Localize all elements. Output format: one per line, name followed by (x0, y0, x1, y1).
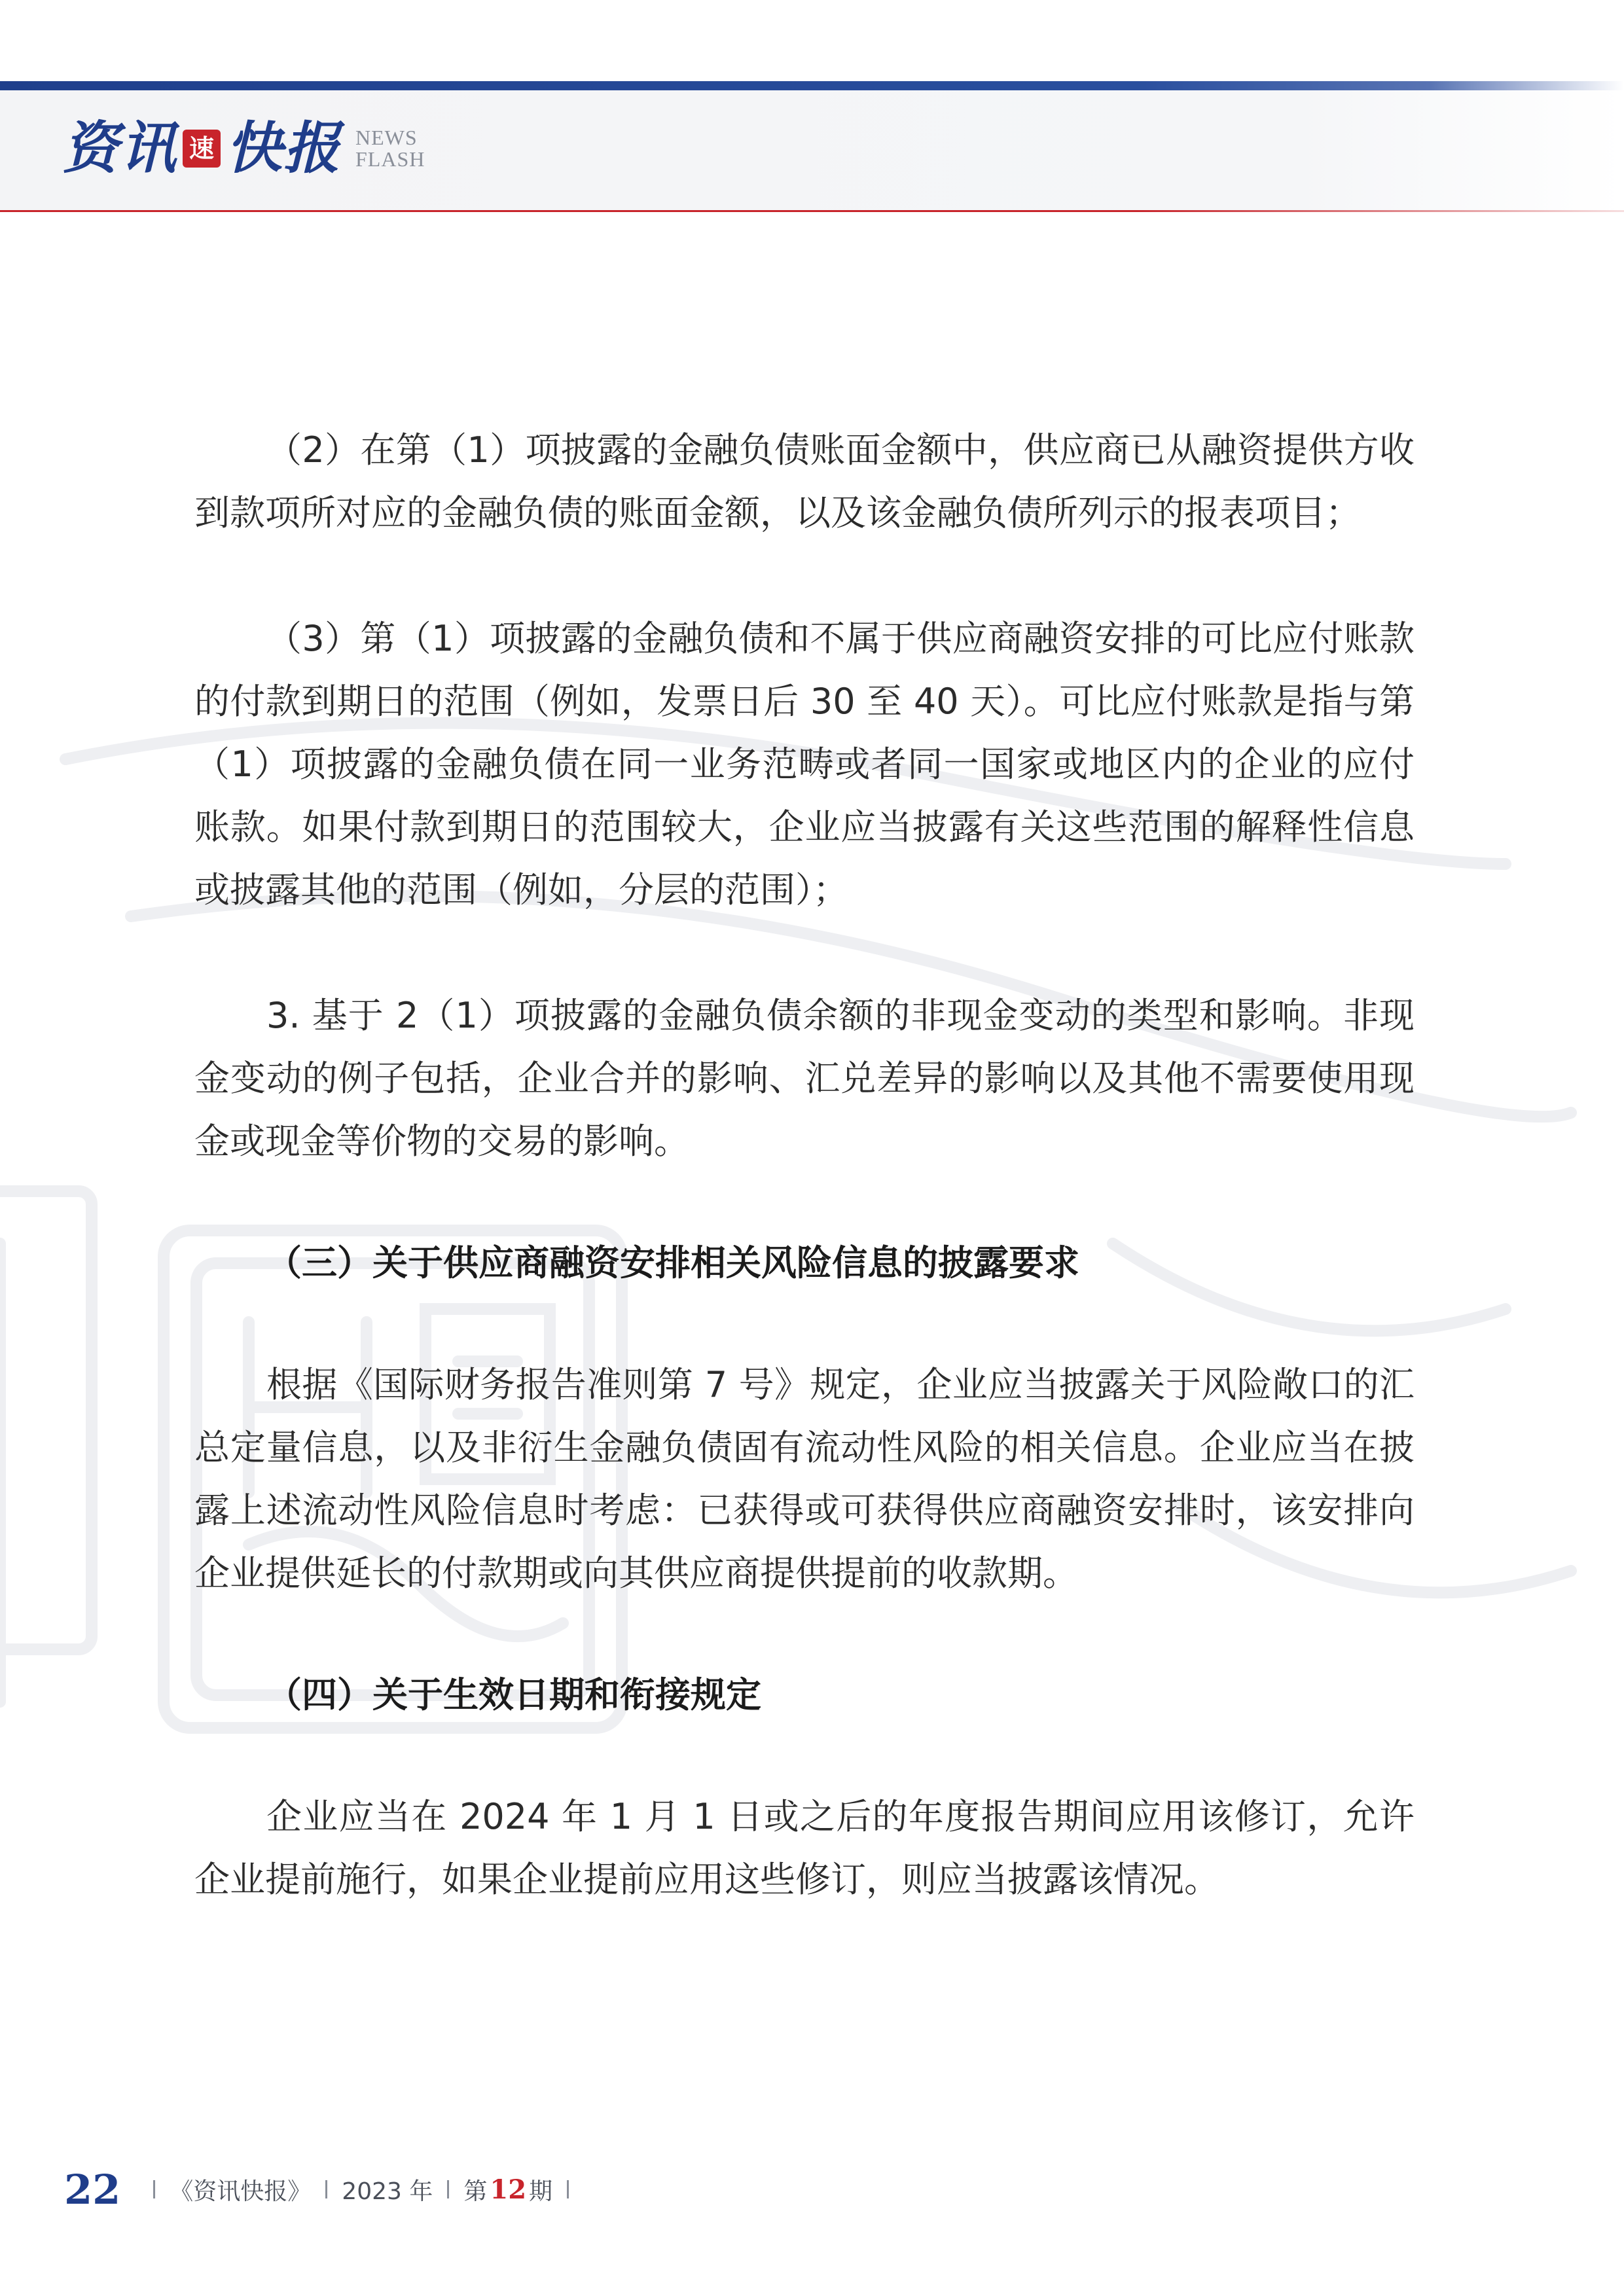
paragraph-effective-date: 企业应当在 2024 年 1 月 1 日或之后的年度报告期间应用该修订，允许企业提前施行，如果企业提前应用这些修订，则应当披露该情况。 (194, 1796, 1415, 1900)
news-flash-line1: NEWS (355, 126, 418, 149)
footer-separator (447, 2180, 449, 2198)
section-heading-4: （四）关于生效日期和衔接规定 (266, 1674, 761, 1715)
footer-separator (567, 2180, 569, 2198)
masthead-right: 快报 (226, 115, 341, 181)
masthead-logo (62, 113, 425, 185)
page-number: 22 (64, 2165, 121, 2214)
footer-separator (153, 2180, 155, 2198)
issue-suffix: 期 (529, 2178, 553, 2205)
paragraph-liquidity-risk: 根据《国际财务报告准则第 7 号》规定，企业应当披露关于风险敞口的汇总定量信息，以及非衍生金融负债固有流动性风险的相关信息。企业应当在披露上述流动性风险信息时考虑：已获得或可获得供应商融资安排时，该安排向企业提供延长的付款期或向其供应商提供提前的收款期。 (194, 1364, 1415, 1594)
masthead-left: 资讯 (62, 115, 177, 181)
footer-separator (325, 2180, 327, 2198)
section-heading-3: （三）关于供应商融资安排相关风险信息的披露要求 (266, 1242, 1079, 1283)
issue-number: 12 (490, 2174, 527, 2205)
publication-year: 2023 年 (342, 2178, 433, 2205)
header-top-bar (0, 81, 1624, 90)
paragraph-item-3: 3. 基于 2（1）项披露的金融负债余额的非现金变动的类型和影响。非现金变动的例子包括，企业合并的影响、汇兑差异的影响以及其他不需要使用现金或现金等价物的交易的影响。 (194, 995, 1415, 1162)
paragraph-2: （2）在第（1）项披露的金融负债账面金额中，供应商已从融资提供方收到款项所对应的金融负债的账面金额，以及该金融负债所列示的报表项目； (194, 429, 1415, 533)
article-body (194, 419, 1415, 1911)
paragraph-3: （3）第（1）项披露的金融负债和不属于供应商融资安排的可比应付账款的付款到期日的范围（例如，发票日后 30 至 40 天）。可比应付账款是指与第（1）项披露的金融负债在同一业务范畴或者同一国家或地区内的企业的应付账款。如果付款到期日的范围较大，企业应当披露有关这些范围的解释性信息或披露其他的范围（例如，分层的范围）； (194, 618, 1415, 910)
news-flash-line2: FLASH (355, 147, 425, 171)
page-footer (64, 2160, 583, 2219)
news-flash-label (355, 127, 425, 170)
publication-name: 《资讯快报》 (170, 2178, 312, 2205)
seal-char: 速 (189, 134, 214, 163)
seal-icon (183, 130, 221, 168)
header-red-rule (0, 210, 1624, 212)
issue-prefix: 第 (463, 2178, 488, 2205)
